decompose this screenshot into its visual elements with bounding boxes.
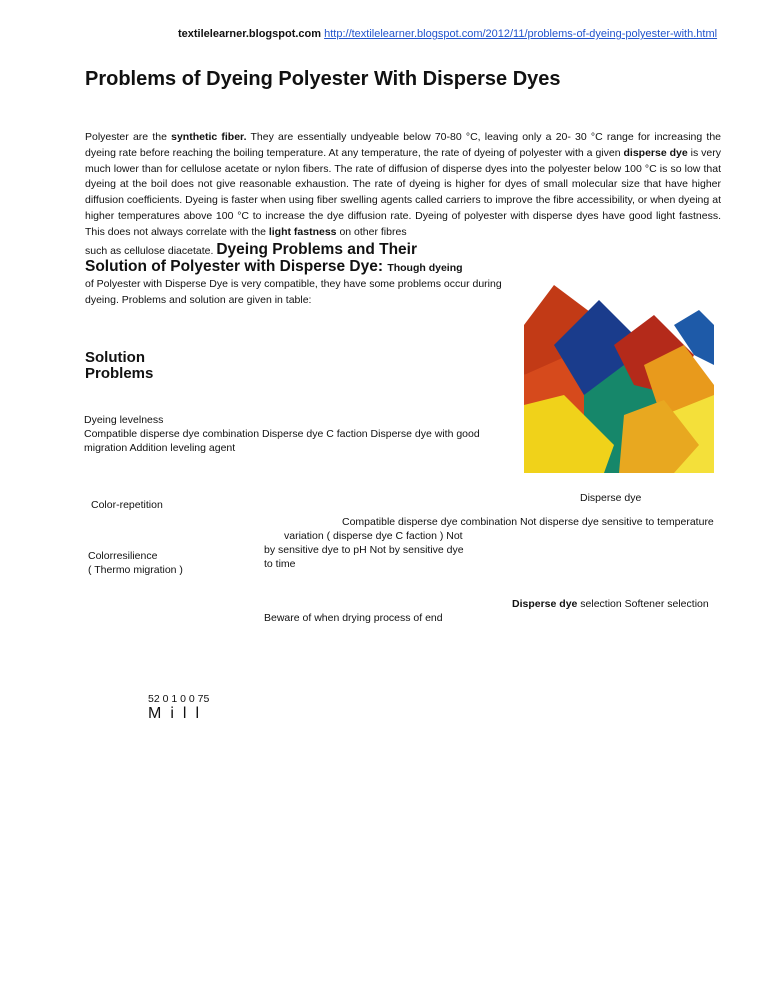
row2-line2: variation ( disperse dye C faction ) Not [284,530,463,542]
table-header [85,350,153,382]
synthetic-fiber-term: synthetic fiber. [171,131,247,143]
page-title: Problems of Dyeing Polyester With Disperse Dyes [85,68,561,90]
section-text: of Polyester with Disperse Dye is very compatible, they have some problems occur during dyeing. Problems and solution are given in table: [85,278,502,306]
row2-label: Disperse dye [580,492,642,504]
row3-problem [88,549,183,577]
site-name: textilelearner.blogspot.com [178,28,322,40]
section-heading-2: Solution of Polyester with Disperse Dye: [85,258,388,275]
section-heading-line [85,258,463,276]
intro-text-5: such as cellulose diacetate. [85,245,217,257]
intro-text-3: is very much lower than for cellulose acetate or nylon fibers. The rate of diffusion of disperse dyes into the polyester below 100 °C is so low that dyeing at the boil does not give reasonable exhaustion. The rate of dyeing is higher for dyes of small molecular size that have higher diffusion coefficients. Dyeing is faster when using fiber swelling agents called carriers to improve the fibre accessibility, or when dyeing at higher temperatures above 100 °C to increase the dye diffusion rate. Dyeing of polyester with disperse dyes have good light fastness. This does not always correlate with the [85,146,721,238]
intro-continuation [85,241,417,259]
dye-powder-image [524,285,714,473]
row1-solution: Compatible disperse dye combination Disperse dye C faction Disperse dye with good migration Addition leveling agent [84,428,480,454]
row1-problem: Dyeing levelness [84,414,164,426]
footer-code: 52 0 1 0 0 75 [148,693,210,705]
intro-paragraph [85,130,721,241]
column-solution: Solution [85,349,145,366]
row3-solution [512,597,709,611]
footer-mill: Mill [148,705,208,722]
intro-text-2: They are essentially undyeable below 70-80 °C, leaving only a 20- 30 °C range for increasing the dyeing rate before reaching the boiling temperature. At any temperature, the rate of dyeing of polyester with a given [85,131,721,159]
row3-line2: Beware of when drying process of end [264,612,443,624]
row1 [84,413,494,455]
row3-solution-bold: Disperse dye [512,598,578,610]
row3-problem-line2: ( Thermo migration ) [88,564,183,576]
row2-line1: Compatible disperse dye combination Not disperse dye sensitive to temperature [342,516,714,528]
row3-solution-text: selection Softener selection [577,598,709,610]
source-link[interactable]: http://textilelearner.blogspot.com/2012/11/problems-of-dyeing-polyester-with.html [324,28,718,40]
row3-problem-line1: Colorresilience [88,550,158,562]
row2-line4: to time [264,558,296,570]
light-fastness-term: light fastness [268,225,337,238]
section-heading-small: Though dyeing [387,262,463,274]
page-header [178,28,717,40]
row2-line3: by sensitive dye to pH Not by sensitive dye [264,544,464,556]
intro-text-1: Polyester are the [85,131,172,143]
intro-text-4: on other fibres [336,225,407,238]
column-problems: Problems [85,365,154,382]
section-heading-1: Dyeing Problems and Their [216,241,418,258]
disperse-dye-term: disperse dye [623,146,688,159]
row2-problem: Color-repetition [91,499,163,511]
